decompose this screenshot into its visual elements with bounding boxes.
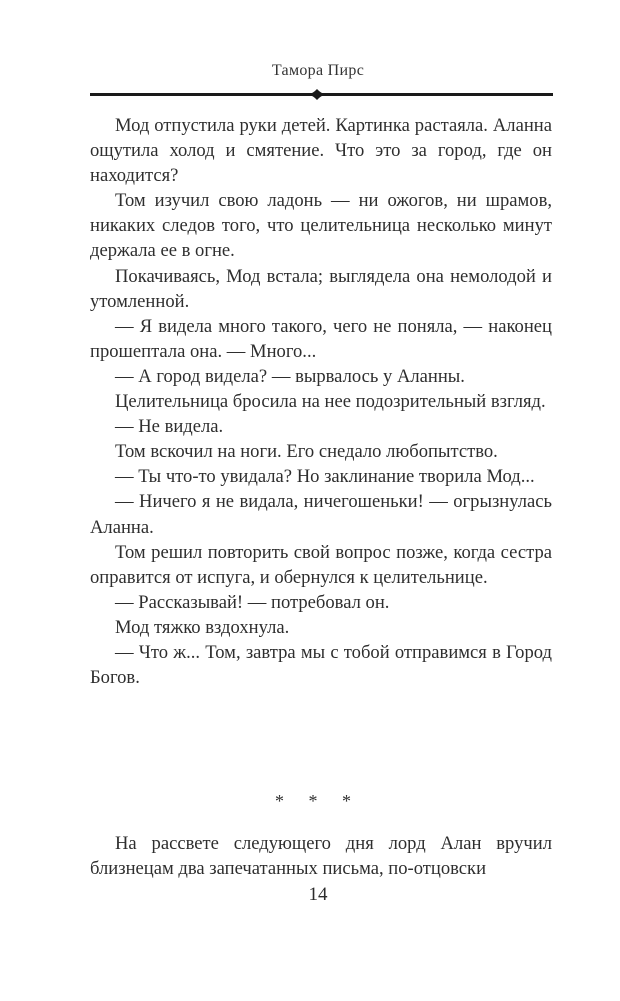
paragraph: Мод отпустила руки детей. Картинка растаяла. Аланна ощутила холод и смятение. Что это за город, где он находится? [90,115,552,187]
main-text [90,113,552,690]
paragraph: — Не видела. [115,416,224,438]
paragraph: Мод тяжко вздохнула. [115,616,290,638]
paragraph: — Я видела много такого, чего не поняла, — наконец прошептала она. — Много... [90,315,552,362]
paragraph: Целительница бросила на нее подозрительный взгляд. [115,391,546,413]
page-number: 14 [308,884,328,905]
diamond-ornament-icon [308,89,326,100]
paragraph: — А город видела? — вырвалось у Аланны. [115,365,465,387]
paragraph: Том решил повторить свой вопрос позже, когда сестра оправится от испуга, и обернулся к целительнице. [90,541,552,588]
running-head-author: Тамора Пирс [271,62,365,79]
paragraph: — Ничего я не видала, ничегошеньки! — огрызнулась Аланна. [90,491,552,538]
paragraph: — Ты что-то увидала? Но заклинание творила Мод... [115,466,535,488]
paragraph: — Что ж... Том, завтра мы с тобой отправимся в Город Богов. [90,641,552,689]
paragraph: На рассвете следующего дня лорд Алан вручил близнецам два запечатанных письма, по-отцовски [90,833,552,880]
paragraph: Том вскочил на ноги. Его снедало любопытство. [115,441,498,463]
paragraph: Том изучил свою ладонь — ни ожогов, ни шрамов, никаких следов того, что целительница несколько минут держала ее в огне. [90,190,552,262]
paragraph: Покачиваясь, Мод встала; выглядела она немолодой и утомленной. [90,265,552,312]
main-text-after-break [90,831,552,881]
section-break-asterisks: * * * [275,791,361,811]
paragraph: — Рассказывай! — потребовал он. [115,591,390,613]
